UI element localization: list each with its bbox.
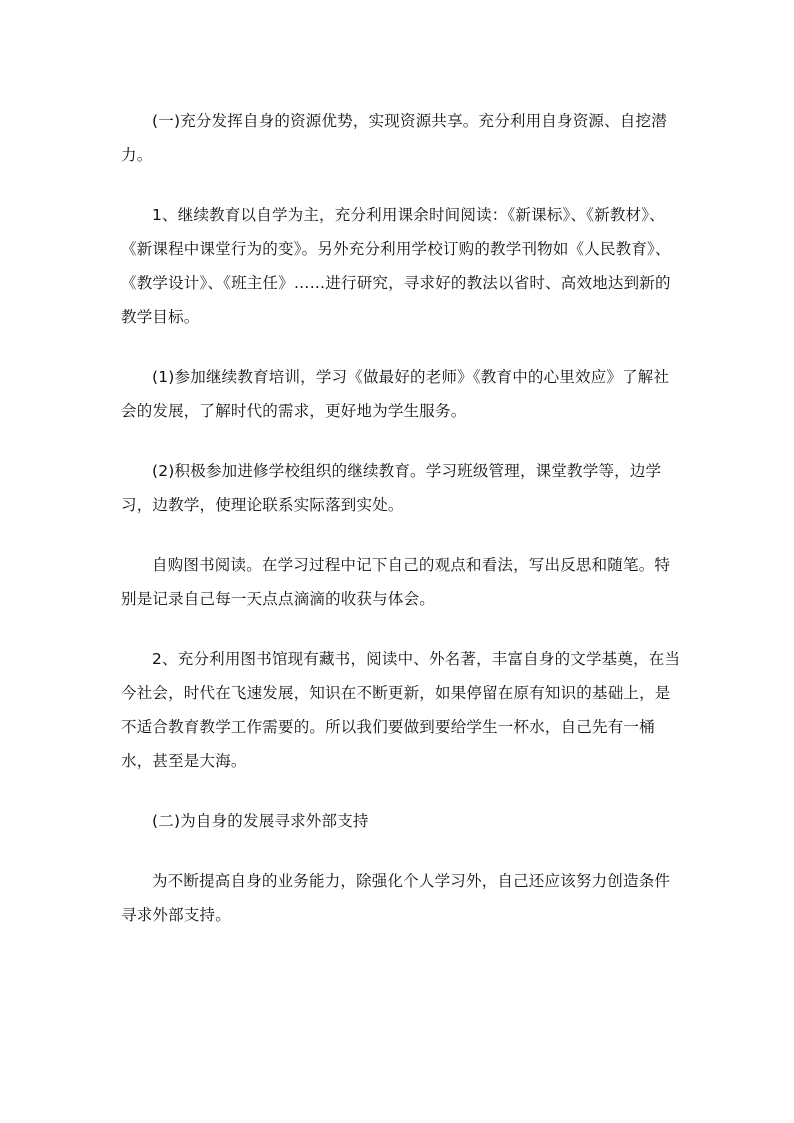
paragraph-external-support: 为不断提高自身的业务能力，除强化个人学习外，自己还应该努力创造条件寻求外部支持。 — [121, 872, 671, 924]
section-heading-external-support: (二)为自身的发展寻求外部支持 — [152, 812, 369, 830]
paragraph-gap — [121, 172, 681, 198]
paragraph-gap — [121, 616, 681, 642]
paragraph-gap — [121, 522, 681, 548]
document-body — [121, 104, 681, 932]
paragraph-resource-advantage: (一)充分发挥自身的资源优势，实现资源共享。充分利用自身资源、自挖潜力。 — [121, 112, 667, 164]
paragraph-gap — [121, 838, 681, 864]
paragraph-continuing-education: (2)积极参加进修学校组织的继续教育。学习班级管理，课堂教学等，边学习，边教学，使理论联系实际落到实处。 — [121, 462, 662, 514]
paragraph-book-reading: 自购图书阅读。在学习过程中记下自己的观点和看法，写出反思和随笔。特别是记录自己每一天点点滴滴的收获与体会。 — [121, 556, 671, 608]
paragraph-gap — [121, 778, 681, 804]
paragraph-gap — [121, 334, 681, 360]
paragraph-training: (1)参加继续教育培训，学习《做最好的老师》《教育中的心里效应》了解社会的发展，了解时代的需求，更好地为学生服务。 — [121, 368, 670, 420]
paragraph-gap — [121, 428, 681, 454]
paragraph-library-use: 2、充分利用图书馆现有藏书，阅读中、外名著，丰富自身的文学基奠，在当今社会，时代在飞速发展，知识在不断更新，如果停留在原有知识的基础上，是不适合教育教学工作需要的。所以我们要做到要给学生一杯水，自己先有一桶水，甚至是大海。 — [121, 650, 681, 770]
paragraph-self-study: 1、继续教育以自学为主，充分利用课余时间阅读：《新课标》、《新教材》、《新课程中课堂行为的变》。另外充分利用学校订购的教学刊物如《人民教育》、《教学设计》、《班主任》……进行研究，寻求好的教法以省时、高效地达到新的教学目标。 — [121, 206, 671, 326]
